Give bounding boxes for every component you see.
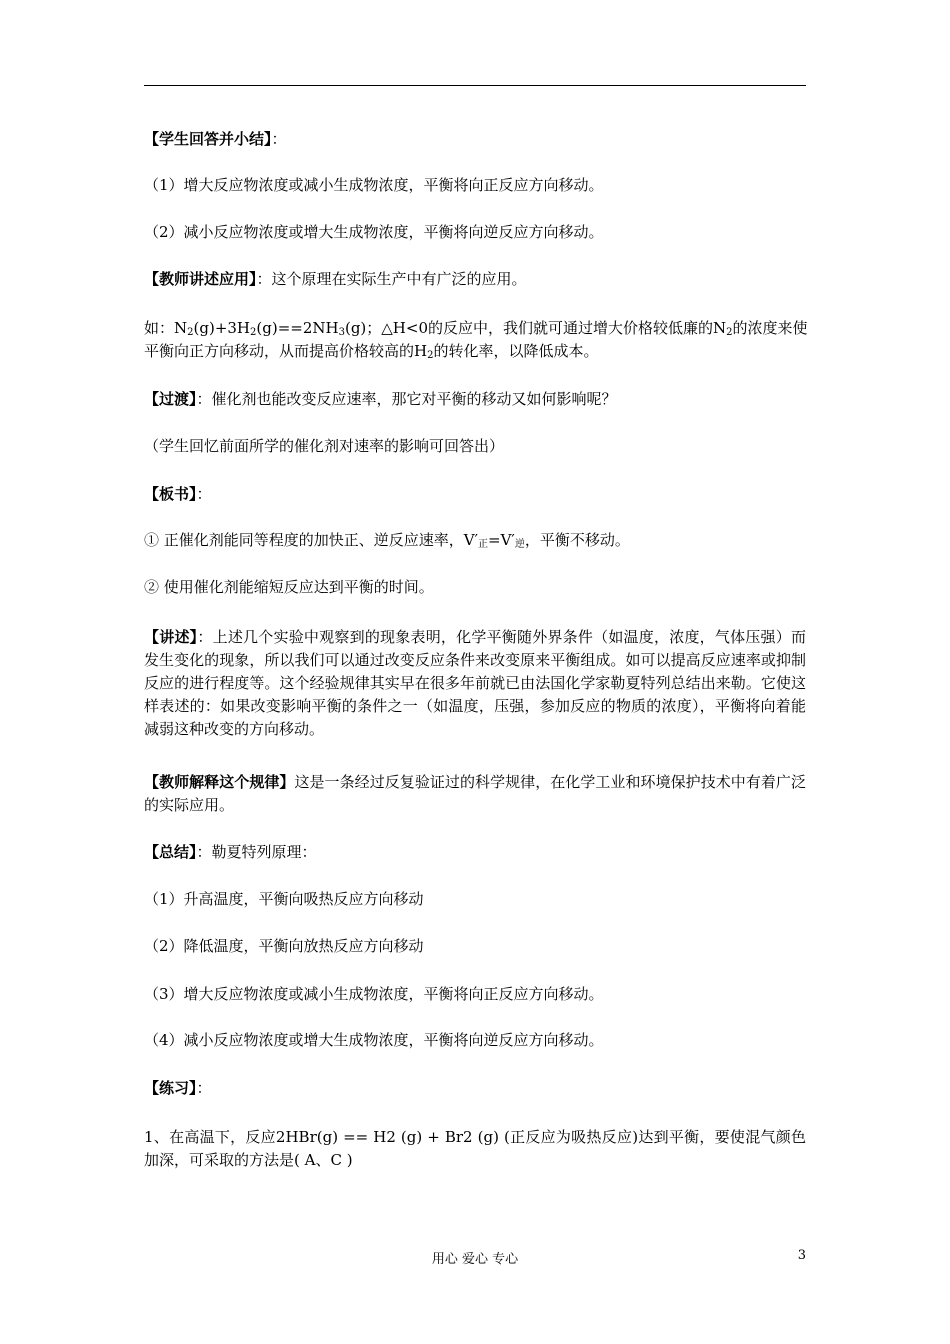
paragraph-teacher-application bbox=[144, 268, 806, 291]
section-label: 【总结】 bbox=[144, 843, 197, 861]
page-number: 3 bbox=[797, 1248, 806, 1263]
paragraph-transition bbox=[144, 388, 806, 411]
paragraph-summary bbox=[144, 841, 806, 864]
example-line-2: 平衡向正方向移动，从而提高价格较高的$H_2$的转化率，以降低成本。 bbox=[144, 342, 599, 361]
paragraph-exercise bbox=[144, 1077, 806, 1100]
blackboard-point-1: ① 正催化剂能同等程度的加快正、逆反应速率，$V'_正=V'_逆$，平衡不移动。 bbox=[144, 531, 630, 550]
summary-item-3 bbox=[144, 983, 806, 1006]
list-item-text: （4）减小反应物浓度或增大生成物浓度，平衡将向逆反应方向移动。 bbox=[144, 1031, 604, 1049]
list-item-text: （1）增大反应物浓度或减小生成物浓度，平衡将向正反应方向移动。 bbox=[144, 176, 604, 194]
header-rule bbox=[144, 85, 806, 86]
section-label: 【教师讲述应用】 bbox=[144, 270, 257, 288]
section-label: 【练习】 bbox=[144, 1079, 197, 1097]
paragraph-text: ：勒夏特列原理： bbox=[196, 843, 317, 861]
list-item-2 bbox=[144, 221, 806, 244]
section-label: 【板书】 bbox=[144, 485, 197, 503]
example-line-1: 如：$N_2(g)+3H_2(g)==2NH_3(g)$；△H<0的反应中，我们就可通过增大价格较低廉的$N_2$的浓度来使 bbox=[144, 319, 808, 338]
summary-item-2 bbox=[144, 935, 806, 958]
section-label: 【讲述】 bbox=[144, 628, 198, 646]
footer-slogan: 用心 爱心 专心 bbox=[431, 1252, 519, 1267]
list-item-text: （1）升高温度，平衡向吸热反应方向移动 bbox=[144, 890, 424, 908]
list-item-text: （2）降低温度，平衡向放热反应方向移动 bbox=[144, 937, 424, 955]
paragraph-text: （学生回忆前面所学的催化剂对速率的影响可回答出） bbox=[144, 437, 505, 455]
list-item-1 bbox=[144, 174, 806, 197]
question-text: 1、在高温下，反应2HBr(g) == H2 (g) + Br2 (g) (正反应为吸热反应)达到平衡，要使混气颜色加深，可采取的方法是( A、C ) bbox=[144, 1128, 806, 1169]
paragraph-student-recall bbox=[144, 435, 806, 458]
exercise-question-1 bbox=[144, 1126, 806, 1172]
paragraph-text: 这是一条经过反复验证过的科学规律，在化学工业和环境保护技术中有着广泛的实际应用。 bbox=[144, 773, 806, 814]
summary-item-4 bbox=[144, 1029, 806, 1052]
blackboard-point-2 bbox=[144, 576, 806, 599]
paragraph-text: ：这个原理在实际生产中有广泛的应用。 bbox=[256, 270, 527, 288]
section-label: 【学生回答并小结】 bbox=[144, 130, 272, 148]
paragraph-student-summary bbox=[144, 128, 806, 151]
paragraph-example-ammonia bbox=[144, 317, 806, 363]
paragraph-text: ：上述几个实验中观察到的现象表明，化学平衡随外界条件（如温度，浓度，气体压强）而发生变化的现象，所以我们可以通过改变反应条件来改变原来平衡组成。如可以提高反应速率或抑制反应的进行程度等。这个经验规律其实早在很多年前就已由法国化学家勒夏特列总结出来勒。它使这样表述的：如果改变影响平衡的条件之一（如温度，压强，参加反应的物质的浓度），平衡将向着能减弱这种改变的方向移动。 bbox=[144, 628, 806, 738]
paragraph-text: ： bbox=[271, 130, 287, 148]
paragraph-text: ： bbox=[196, 1079, 212, 1097]
list-item-text: （2）减小反应物浓度或增大生成物浓度，平衡将向逆反应方向移动。 bbox=[144, 223, 604, 241]
paragraph-teacher-explanation bbox=[144, 771, 806, 817]
paragraph-blackboard bbox=[144, 483, 806, 506]
paragraph-text: ：催化剂也能改变反应速率，那它对平衡的移动又如何影响呢？ bbox=[196, 390, 617, 408]
list-item-text: （3）增大反应物浓度或减小生成物浓度，平衡将向正反应方向移动。 bbox=[144, 985, 604, 1003]
paragraph-text: ② 使用催化剂能缩短反应达到平衡的时间。 bbox=[144, 578, 434, 596]
paragraph-text: ： bbox=[196, 485, 212, 503]
section-label: 【教师解释这个规律】 bbox=[144, 773, 295, 791]
paragraph-lecture bbox=[144, 626, 806, 741]
summary-item-1 bbox=[144, 888, 806, 911]
section-label: 【过渡】 bbox=[144, 390, 197, 408]
